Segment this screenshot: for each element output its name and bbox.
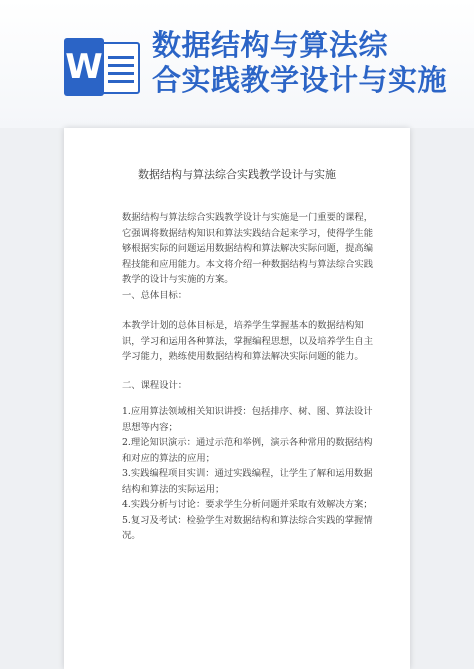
document-page [64,128,410,669]
course-design-list [122,404,374,544]
list-item: 1.应用算法领域相关知识讲授：包括排序、树、图、算法设计思想等内容； [122,406,373,433]
header-banner [0,0,474,128]
goals-paragraph: 本教学计划的总体目标是，培养学生掌握基本的数据结构知识，学习和运用各种算法，掌握编程思想，以及培养学生自主学习能力，熟练使用数据结构和算法解决实际问题的能力。 [122,320,374,362]
list-item: 3.实践编程项目实训：通过实践编程，让学生了解和运用数据结构和算法的实际运用； [122,468,373,495]
word-logo-letter: W [64,38,104,96]
intro-paragraph: 数据结构与算法综合实践教学设计与实施是一门重要的课程，它强调将数据结构知识和算法实践结合起来学习，使得学生能够根据实际的问题运用数据结构和算法解决实际问题，提高编程技能和应用能力。本文将介绍一种数据结构与算法综合实践教学的设计与实施的方案。 [122,212,374,285]
page-title-line-1: 数据结构与算法综 [152,28,389,62]
list-item: 2.理论知识演示：通过示范和举例，演示各种常用的数据结构和对应的算法的应用； [122,437,373,464]
list-item: 5.复习及考试：检验学生对数据结构和算法综合实践的掌握情况。 [122,514,373,541]
page-title [152,28,468,98]
document-title: 数据结构与算法综合实践教学设计与实施 [138,168,336,181]
word-icon [64,38,140,96]
section-heading-goals: 一、总体目标： [122,290,188,301]
list-item: 4.实践分析与讨论：要求学生分析问题并采取有效解决方案； [122,499,373,510]
section-heading-course-design: 二、课程设计： [122,380,188,391]
page-title-line-2: 合实践教学设计与实施 [152,63,448,97]
